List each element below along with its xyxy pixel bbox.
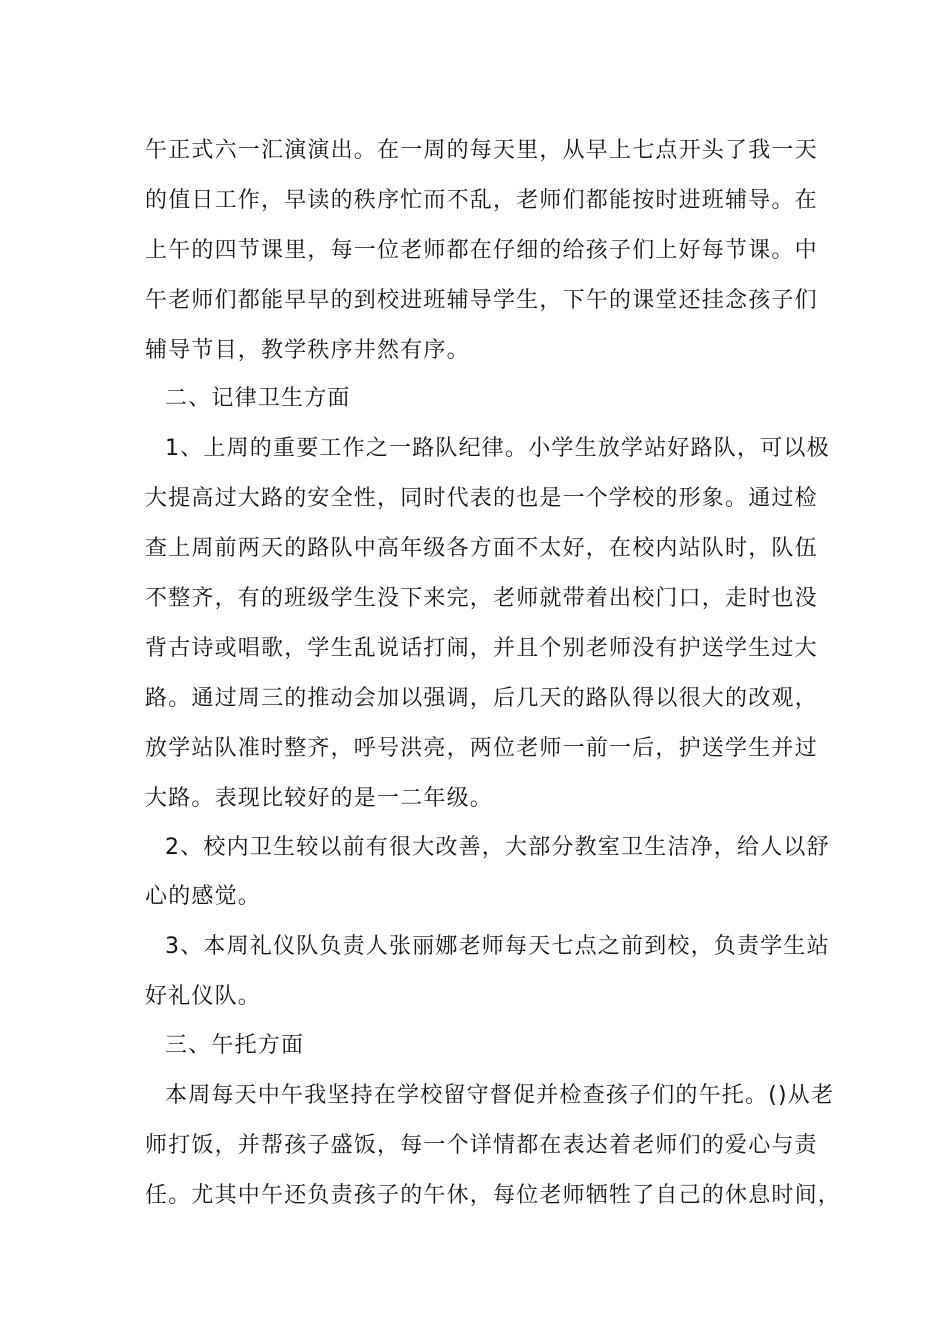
paragraph-line [0,529,950,569]
line-text: 放学站队准时整齐，呼号洪亮，两位老师一前一后，护送学生并过 [145,736,818,761]
heading-text: 二、记律卫生方面 [165,386,351,411]
paragraph-line [0,977,950,1017]
section-heading [0,1026,950,1066]
paragraph-line [0,779,950,819]
paragraph-line [0,1176,950,1216]
paragraph-line [0,828,950,868]
line-text: 好礼仪队。 [145,984,262,1009]
paragraph-line [0,479,950,519]
paragraph-line [0,131,950,171]
paragraph-line [0,579,950,619]
paragraph-line [0,729,950,769]
line-text: 午老师们都能早早的到校进班辅导学生，下午的课堂还挂念孩子们 [145,288,818,313]
paragraph-line [0,181,950,221]
line-text: 大路。表现比较好的是一二年级。 [145,786,494,811]
line-text: 上午的四节课里，每一位老师都在仔细的给孩子们上好每节课。中 [145,238,818,263]
paragraph-line [0,629,950,669]
section-heading [0,379,950,419]
paragraph-line [0,429,950,469]
line-text: 路。通过周三的推动会加以强调，后几天的路队得以很大的改观， [145,686,818,711]
line-text: 的值日工作，早读的秩序忙而不乱，老师们都能按时进班辅导。在 [145,188,818,213]
line-text: 师打饭，并帮孩子盛饭，每一个详情都在表达着老师们的爱心与责 [145,1133,818,1158]
line-text: 背古诗或唱歌，学生乱说话打闹，并且个别老师没有护送学生过大 [145,636,818,661]
line-text: 大提高过大路的安全性，同时代表的也是一个学校的形象。通过检 [145,486,818,511]
paragraph-line [0,1076,950,1116]
line-text: 3、本周礼仪队负责人张丽娜老师每天七点之前到校，负责学生站 [165,934,830,959]
paragraph-line [0,927,950,967]
line-text: 不整齐，有的班级学生没下来完，老师就带着出校门口，走时也没 [145,586,818,611]
paragraph-line [0,281,950,321]
paragraph-line [0,679,950,719]
line-text: 查上周前两天的路队中高年级各方面不太好，在校内站队时，队伍 [145,536,818,561]
heading-text: 三、午托方面 [165,1033,305,1058]
line-text: 2、校内卫生较以前有很大改善，大部分教室卫生洁净，给人以舒 [165,835,830,860]
line-text: 心的感觉。 [145,884,262,909]
paragraph-line [0,231,950,271]
line-text: 午正式六一汇演演出。在一周的每天里，从早上七点开头了我一天 [145,138,818,163]
line-text: 本周每天中午我坚持在学校留守督促并检查孩子们的午托。()从老 [165,1083,835,1108]
line-text: 任。尤其中午还负责孩子的午休，每位老师牺牲了自己的休息时间， [145,1183,842,1208]
paragraph-line [0,331,950,371]
line-text: 辅导节目，教学秩序井然有序。 [145,338,470,363]
line-text: 1、上周的重要工作之一路队纪律。小学生放学站好路队，可以极 [165,436,830,461]
paragraph-line [0,877,950,917]
paragraph-line [0,1126,950,1166]
